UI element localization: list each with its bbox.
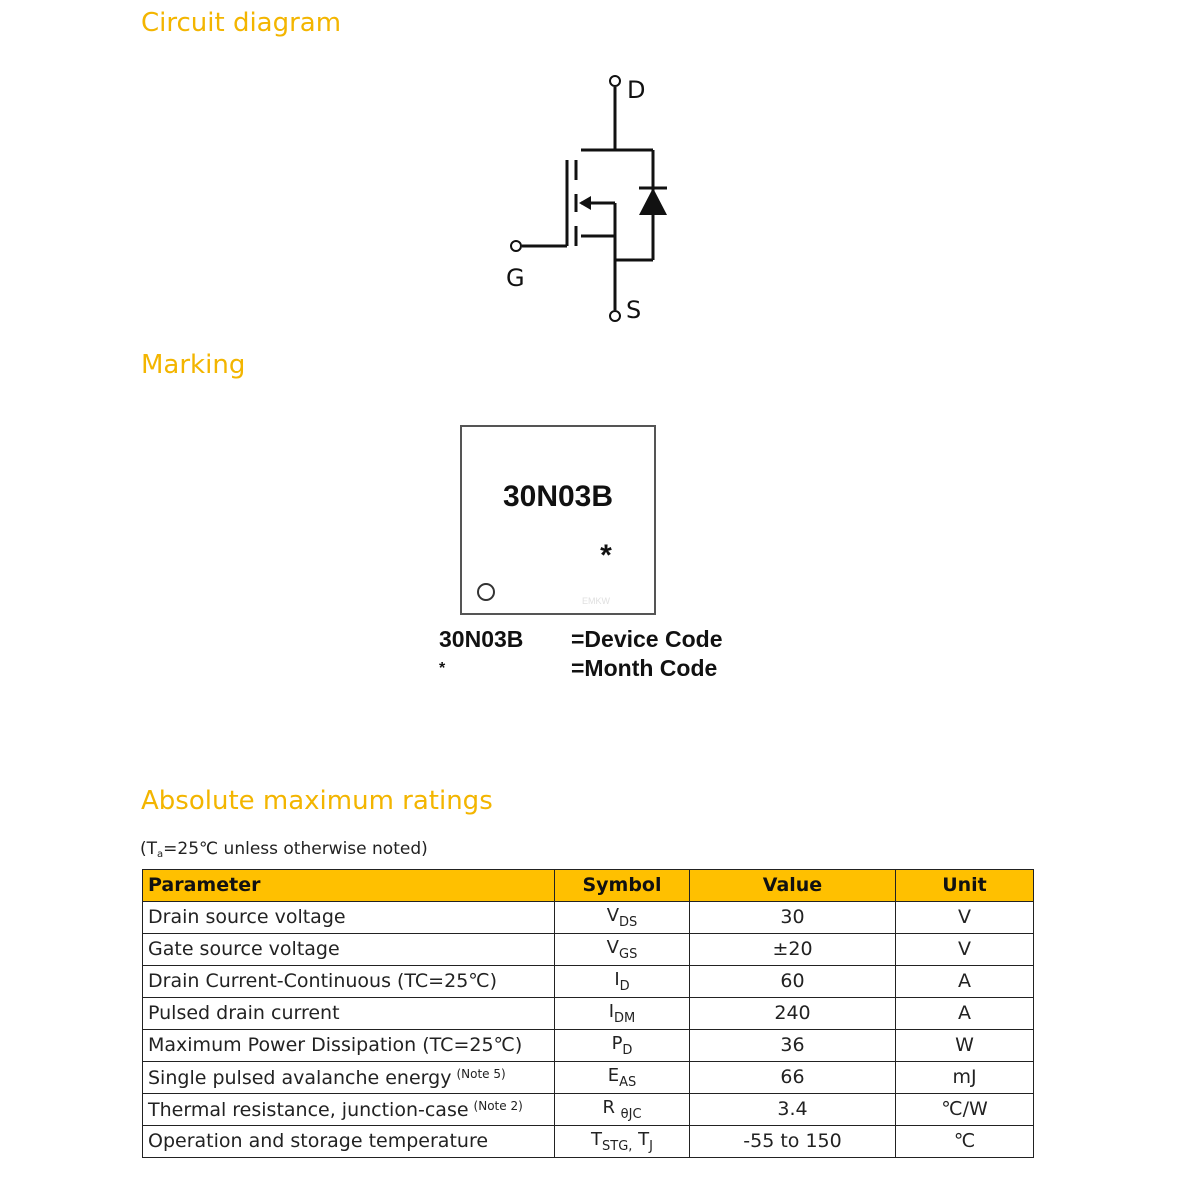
parameter-text: Drain Current-Continuous (TC=25℃) — [148, 970, 498, 992]
chip-watermark: EMKW — [582, 596, 610, 606]
parameter-cell — [143, 998, 555, 1030]
table-row — [143, 934, 1034, 966]
symbol-main: V — [606, 904, 620, 926]
legend-desc-month: =Month Code — [571, 655, 718, 681]
table-row — [143, 998, 1034, 1030]
ambient-temperature-note — [140, 839, 428, 860]
parameter-text: Pulsed drain current — [148, 1002, 340, 1024]
symbol-subscript-2: J — [649, 1138, 653, 1154]
legend-desc-device: =Device Code — [571, 626, 723, 652]
parameter-text: Single pulsed avalanche energy — [148, 1066, 452, 1089]
value-cell: 66 — [690, 1062, 896, 1094]
symbol-main: E — [607, 1064, 620, 1086]
legend-key-month: * — [439, 660, 446, 677]
absolute-max-ratings-heading: Absolute maximum ratings — [141, 786, 493, 816]
gate-terminal — [511, 241, 521, 251]
unit-cell: A — [896, 966, 1034, 998]
symbol-main: I — [614, 968, 620, 990]
table-row — [143, 902, 1034, 934]
note-subscript: a — [157, 849, 164, 860]
circuit-diagram-heading: Circuit diagram — [141, 8, 342, 38]
drain-label: D — [627, 76, 646, 104]
symbol-cell — [555, 1126, 690, 1158]
unit-cell: ℃/W — [896, 1094, 1034, 1126]
symbol-cell — [555, 1062, 690, 1094]
symbol-subscript: GS — [619, 946, 638, 962]
parameter-text: Gate source voltage — [148, 938, 340, 960]
table-row — [143, 1126, 1034, 1158]
unit-cell: A — [896, 998, 1034, 1030]
symbol-subscript: DM — [614, 1010, 636, 1026]
chip-device-code: 30N03B — [502, 480, 614, 513]
symbol-cell — [555, 934, 690, 966]
parameter-cell — [143, 1126, 555, 1158]
parameter-cell — [143, 902, 555, 934]
symbol-subscript: DS — [619, 914, 638, 930]
symbol-cell — [555, 1094, 690, 1126]
parameter-cell — [143, 1062, 555, 1094]
header-unit: Unit — [896, 870, 1034, 902]
parameter-cell — [143, 934, 555, 966]
ratings-table — [142, 869, 1034, 1158]
value-cell: 60 — [690, 966, 896, 998]
symbol-main: R — [602, 1096, 621, 1118]
unit-cell: W — [896, 1030, 1034, 1062]
symbol-main: V — [606, 936, 619, 958]
symbol-cell — [555, 966, 690, 998]
table-row — [143, 1094, 1034, 1126]
value-cell: 3.4 — [690, 1094, 896, 1126]
unit-cell: V — [896, 934, 1034, 966]
symbol-cell — [555, 902, 690, 934]
parameter-cell — [143, 1030, 555, 1062]
parameter-text: Thermal resistance, junction-case — [148, 1098, 469, 1121]
symbol-subscript: AS — [619, 1074, 637, 1090]
symbol-main: I — [608, 1000, 615, 1022]
marking-heading: Marking — [141, 350, 246, 380]
table-row — [143, 966, 1034, 998]
table-row — [143, 1062, 1034, 1094]
source-terminal — [610, 311, 620, 321]
parameter-cell — [143, 966, 555, 998]
value-cell: 36 — [690, 1030, 896, 1062]
chip-month-code: * — [600, 539, 612, 572]
parameter-text: Drain source voltage — [148, 906, 346, 928]
mosfet-circuit-diagram — [480, 70, 700, 335]
value-cell: 240 — [690, 998, 896, 1030]
legend-key-device: 30N03B — [439, 626, 524, 652]
value-cell: ±20 — [690, 934, 896, 966]
drain-terminal — [610, 76, 620, 86]
unit-cell: mJ — [896, 1062, 1034, 1094]
symbol-subscript: θJC — [620, 1106, 642, 1122]
note-suffix: =25℃ unless otherwise noted) — [163, 839, 428, 859]
marking-diagram — [430, 418, 760, 688]
symbol-main: P — [611, 1032, 623, 1054]
symbol-cell — [555, 998, 690, 1030]
unit-cell: ℃ — [896, 1126, 1034, 1158]
body-arrow-icon — [579, 196, 591, 210]
value-cell: -55 to 150 — [690, 1126, 896, 1158]
header-value: Value — [690, 870, 896, 902]
value-cell: 30 — [690, 902, 896, 934]
unit-cell: V — [896, 902, 1034, 934]
note-prefix: (T — [140, 839, 158, 859]
note-reference: (Note 5) — [456, 1066, 506, 1081]
source-label: S — [626, 296, 642, 324]
parameter-cell — [143, 1094, 555, 1126]
parameter-text: Maximum Power Dissipation (TC=25℃) — [148, 1034, 523, 1056]
gate-label: G — [506, 264, 525, 292]
header-symbol: Symbol — [555, 870, 690, 902]
note-reference: (Note 2) — [473, 1098, 523, 1113]
symbol-main: T — [591, 1128, 603, 1150]
symbol-subscript: D — [622, 1042, 633, 1058]
table-header-row — [143, 870, 1034, 902]
body-diode-icon — [639, 188, 667, 215]
header-parameter: Parameter — [143, 870, 555, 902]
symbol-subscript: D — [619, 978, 630, 994]
symbol-tail: T — [632, 1128, 650, 1150]
symbol-cell — [555, 1030, 690, 1062]
symbol-subscript: STG, — [602, 1138, 633, 1154]
table-row — [143, 1030, 1034, 1062]
parameter-text: Operation and storage temperature — [148, 1130, 489, 1152]
